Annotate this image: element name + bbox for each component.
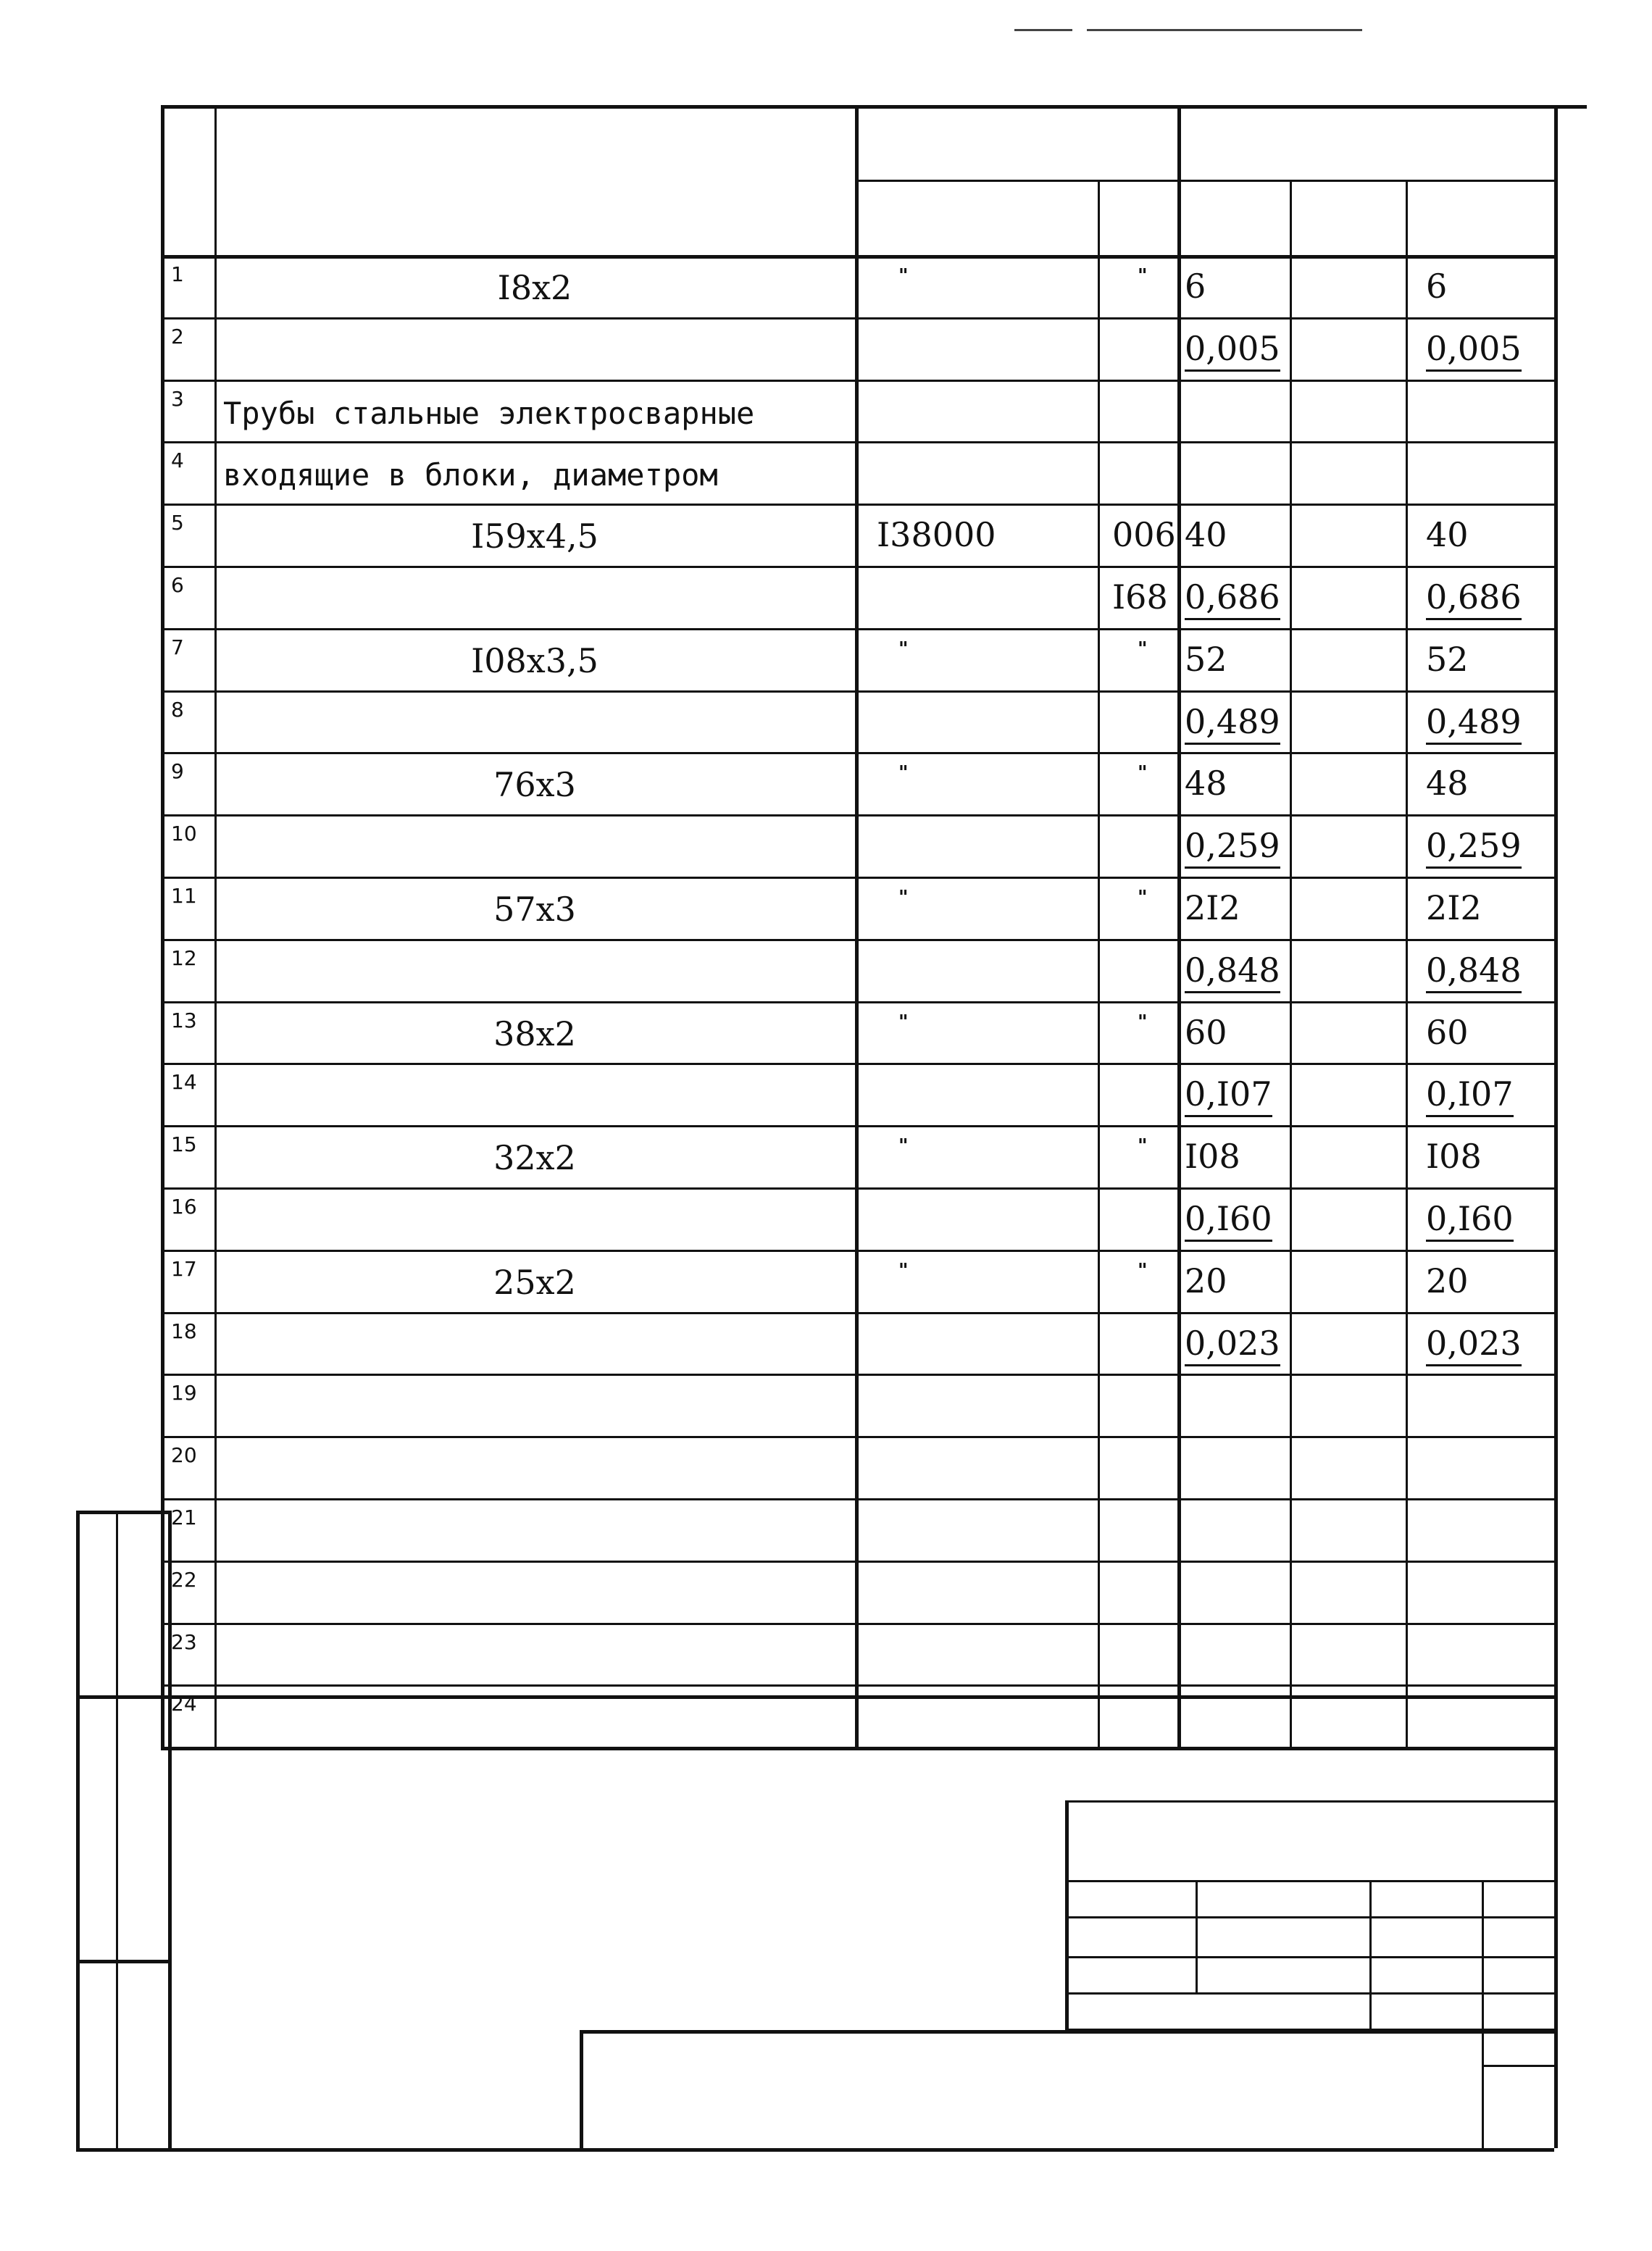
row-number: 9 (171, 759, 184, 783)
row-number: 4 (171, 448, 184, 472)
row-number: 7 (171, 635, 184, 659)
row-material: " (898, 887, 909, 909)
row-qty-total: 6 (1426, 267, 1448, 306)
row-number: 18 (171, 1319, 197, 1343)
row-material: " (898, 1260, 909, 1282)
stamp-rule (76, 1511, 168, 1514)
row-qty-type: 2I2 (1185, 888, 1240, 927)
col-rule (1098, 180, 1100, 1747)
row-qty-total: 0,023 (1426, 1324, 1522, 1366)
row-qty-type: 40 (1185, 515, 1227, 554)
row-rule (161, 566, 1554, 568)
row-rule (161, 1374, 1554, 1376)
row-rule (161, 752, 1554, 754)
row-rule (161, 1623, 1554, 1625)
row-qty-total: 0,I60 (1426, 1199, 1514, 1242)
row-qty-type: 0,I60 (1185, 1199, 1272, 1242)
header-mid-rule (859, 180, 1554, 182)
row-rule (161, 1747, 1554, 1750)
row-number: 20 (171, 1443, 197, 1467)
row-qty-total: 0,686 (1426, 577, 1522, 620)
row-number: 14 (171, 1070, 197, 1094)
row-material: " (898, 638, 909, 660)
title-rule (1196, 1880, 1198, 1992)
top-dash-1 (1014, 29, 1072, 31)
row-rule (161, 441, 1554, 443)
row-rule (161, 1250, 1554, 1252)
row-qty-type: 0,259 (1185, 826, 1280, 869)
stamp-rule (76, 1695, 1554, 1699)
table-top-border (161, 105, 1587, 109)
page-bottom-border (76, 2148, 1554, 2152)
row-qty-type: 60 (1185, 1013, 1227, 1052)
row-rule (161, 1001, 1554, 1003)
row-unit: " (1138, 1011, 1148, 1033)
row-material: " (898, 1011, 909, 1033)
row-number: 22 (171, 1568, 197, 1592)
row-name: I59x4,5 (471, 517, 598, 556)
row-rule (161, 317, 1554, 320)
row-unit: " (1138, 1135, 1148, 1157)
row-rule (161, 1063, 1554, 1065)
row-number: 24 (171, 1692, 197, 1716)
row-number: 6 (171, 573, 184, 597)
stamp-rule (76, 1511, 80, 2148)
row-qty-total: 20 (1426, 1261, 1469, 1300)
row-material: " (898, 265, 909, 287)
row-material: " (898, 762, 909, 784)
row-number: 8 (171, 698, 184, 722)
row-rule (161, 814, 1554, 817)
top-dash-2 (1087, 29, 1362, 31)
row-unit: 006 (1112, 515, 1176, 554)
row-qty-type: 0,023 (1185, 1324, 1280, 1366)
row-name: I8x2 (497, 268, 572, 307)
row-qty-total: 0,I07 (1426, 1074, 1514, 1117)
col-rule (855, 105, 859, 1747)
row-number: 11 (171, 884, 197, 908)
row-number: 17 (171, 1257, 197, 1281)
row-number: 21 (171, 1505, 197, 1529)
row-rule (161, 1312, 1554, 1314)
row-number: 16 (171, 1195, 197, 1219)
row-material: " (898, 1135, 909, 1157)
row-qty-type: 48 (1185, 764, 1227, 803)
row-qty-type: 0,848 (1185, 951, 1280, 993)
title-rule (1065, 1916, 1554, 1918)
row-rule (161, 628, 1554, 630)
page-right-border (1554, 105, 1558, 2148)
title-rule (1065, 1800, 1554, 1803)
row-qty-type: 0,005 (1185, 329, 1280, 372)
stamp-rule (116, 1511, 118, 2148)
col-rule (1177, 105, 1181, 1747)
row-unit: I68 (1112, 577, 1168, 617)
row-name: 57x3 (493, 890, 576, 929)
row-name: 25x2 (493, 1263, 576, 1302)
title-rule (1065, 1800, 1069, 2029)
row-unit: " (1138, 1260, 1148, 1282)
row-number: 10 (171, 822, 197, 845)
row-qty-total: 48 (1426, 764, 1469, 803)
title-rule (1065, 1956, 1554, 1958)
col-rule (1290, 180, 1292, 1747)
row-number: 5 (171, 511, 184, 535)
row-rule (161, 1561, 1554, 1563)
row-rule (161, 877, 1554, 879)
row-unit: " (1138, 762, 1148, 784)
row-unit: " (1138, 265, 1148, 287)
title-main-left (580, 2030, 583, 2148)
row-name: I08x3,5 (471, 641, 598, 680)
col-rule (1406, 180, 1408, 1747)
stamp-rule (168, 1511, 172, 2148)
row-material: I38000 (877, 515, 996, 554)
row-rule (161, 504, 1554, 506)
row-rule (161, 1125, 1554, 1127)
row-number: 3 (171, 387, 184, 411)
row-qty-total: 60 (1426, 1013, 1469, 1052)
row-qty-total: 0,005 (1426, 329, 1522, 372)
row-qty-type: 20 (1185, 1261, 1227, 1300)
row-qty-total: 40 (1426, 515, 1469, 554)
row-qty-total: 0,489 (1426, 702, 1522, 745)
title-rule (1065, 1880, 1554, 1882)
row-name: входящие в блоки, диаметром (223, 457, 718, 493)
row-qty-type: 0,I07 (1185, 1074, 1272, 1117)
row-rule (161, 939, 1554, 941)
row-number: 13 (171, 1008, 197, 1032)
row-qty-type: 52 (1185, 640, 1227, 679)
row-qty-type: 6 (1185, 267, 1206, 306)
title-rule (1065, 1992, 1554, 1995)
row-rule (161, 1498, 1554, 1500)
row-number: 1 (171, 262, 184, 286)
row-number: 12 (171, 946, 197, 970)
row-qty-type: I08 (1185, 1137, 1240, 1176)
row-rule (161, 690, 1554, 693)
row-qty-total: 0,848 (1426, 951, 1522, 993)
row-rule (161, 1684, 1554, 1687)
title-main-top (580, 2030, 1554, 2034)
row-number: 2 (171, 325, 184, 348)
title-rule (1482, 1880, 1484, 2148)
table-left-border (161, 105, 164, 1747)
row-rule (161, 1436, 1554, 1438)
row-unit: " (1138, 638, 1148, 660)
row-qty-type: 0,686 (1185, 577, 1280, 620)
row-qty-type: 0,489 (1185, 702, 1280, 745)
row-qty-total: 0,259 (1426, 826, 1522, 869)
row-qty-total: 2I2 (1426, 888, 1482, 927)
title-rule (1369, 1880, 1372, 2029)
row-name: 38x2 (493, 1014, 576, 1053)
row-rule (161, 380, 1554, 382)
row-rule (161, 1187, 1554, 1190)
row-number: 19 (171, 1381, 197, 1405)
row-number: 15 (171, 1132, 197, 1156)
row-unit: " (1138, 887, 1148, 909)
row-name: 76x3 (493, 765, 576, 804)
row-name: 32x2 (493, 1138, 576, 1177)
row-qty-total: 52 (1426, 640, 1469, 679)
row-name: Трубы стальные электросварные (223, 396, 755, 431)
title-rule (1482, 2065, 1554, 2067)
stamp-rule (76, 1960, 168, 1963)
row-number: 23 (171, 1630, 197, 1654)
row-qty-total: I08 (1426, 1137, 1482, 1176)
